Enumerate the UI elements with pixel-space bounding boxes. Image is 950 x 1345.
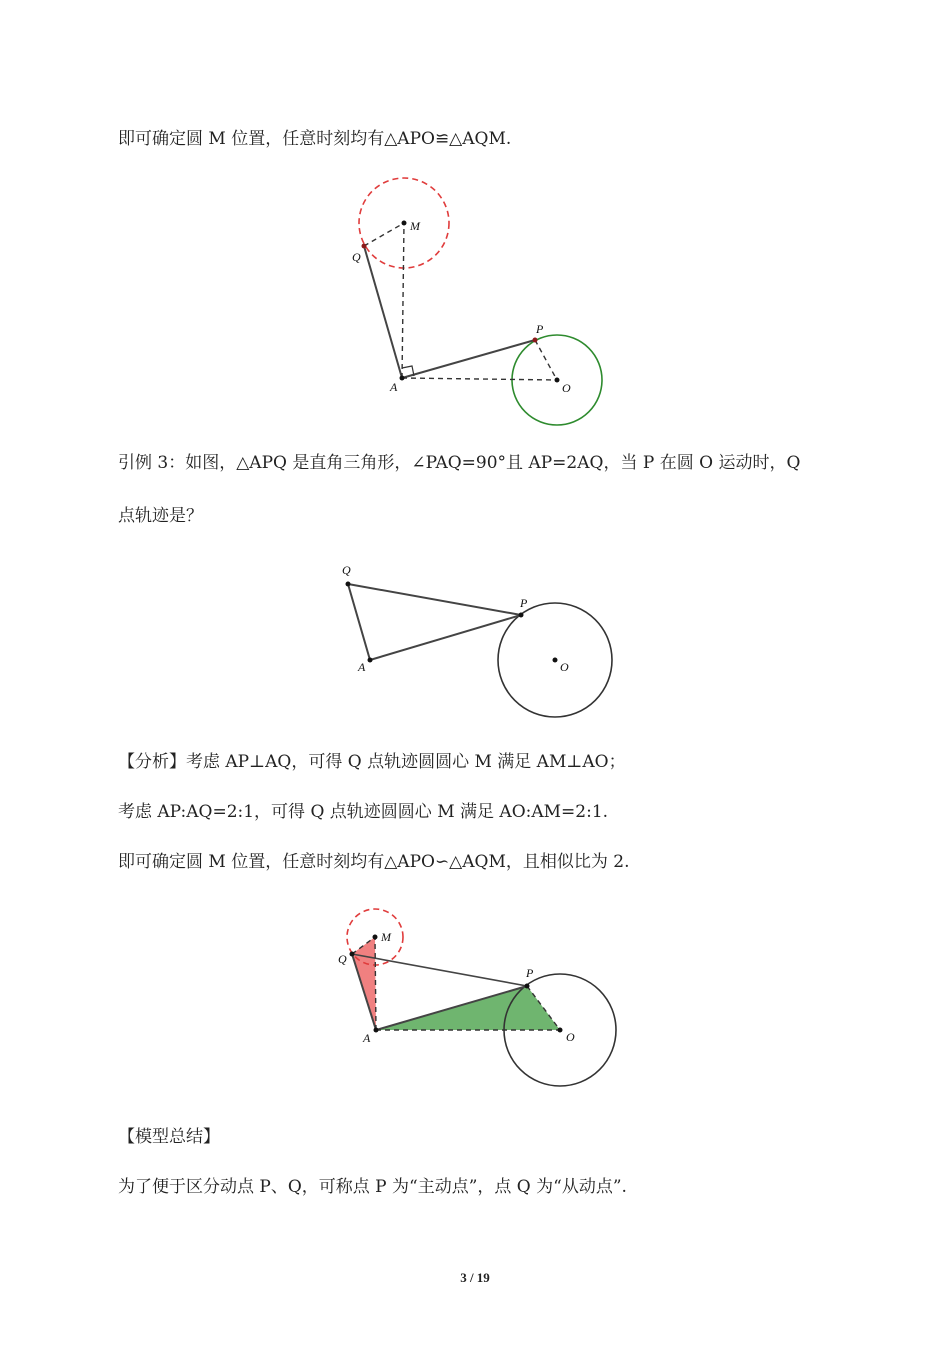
segment-qm-dashed [364,223,404,246]
label-q: Q [352,250,361,264]
segment-po-dashed [535,340,557,380]
triangle-apo-fill [376,986,560,1030]
point-o [553,658,558,663]
label-m: M [381,930,391,944]
label-p: P [536,322,544,336]
label-a: A [363,1031,371,1045]
label-a: A [358,660,366,674]
point-p [533,338,538,343]
segment-am-dashed [402,223,404,378]
paragraph-1: 即可确定圆 M 位置，任意时刻均有△APO≌△AQM. [118,129,512,149]
label-o: O [562,381,571,395]
point-o [558,1028,563,1033]
paragraph-2: 引例 3：如图，△APQ 是直角三角形，∠PAQ=90°且 AP=2AQ，当 P 在圆 O 运动时，Q [118,453,801,473]
point-p [519,613,524,618]
segment-qp [352,954,527,986]
point-p [525,984,530,989]
label-q: Q [342,563,351,577]
paragraph-3: 点轨迹是？ [118,506,203,526]
paragraph-4: 【分析】考虑 AP⊥AQ，可得 Q 点轨迹圆圆心 M 满足 AM⊥AO； [118,752,626,772]
segment-ao-dashed [402,378,557,380]
label-m: M [410,219,420,233]
point-q [350,952,355,957]
paragraph-8: 为了便于区分动点 P、Q，可称点 P 为“主动点”，点 Q 为“从动点”. [118,1177,627,1197]
label-p: P [526,966,534,980]
segment-aq [364,246,402,378]
label-o: O [560,660,569,674]
figure-1 [340,170,620,430]
page-number: 3 / 19 [460,1270,490,1285]
point-a [400,376,405,381]
label-o: O [566,1030,575,1044]
point-m [402,221,407,226]
segment-ap [402,340,535,378]
paragraph-7: 【模型总结】 [118,1127,220,1147]
point-a [368,658,373,663]
point-o [555,378,560,383]
figure-2 [330,560,620,725]
segment-qa [348,584,370,660]
figure-3 [330,900,630,1090]
label-q: Q [338,952,347,966]
point-q [346,582,351,587]
segment-qp [348,584,521,615]
paragraph-5: 考虑 AP:AQ=2:1，可得 Q 点轨迹圆圆心 M 满足 AO:AM=2:1. [118,802,609,822]
point-a [374,1028,379,1033]
label-p: P [520,596,528,610]
paragraph-6: 即可确定圆 M 位置，任意时刻均有△APO∽△AQM，且相似比为 2. [118,852,630,872]
point-q [362,244,367,249]
label-a: A [390,380,398,394]
point-m [373,935,378,940]
